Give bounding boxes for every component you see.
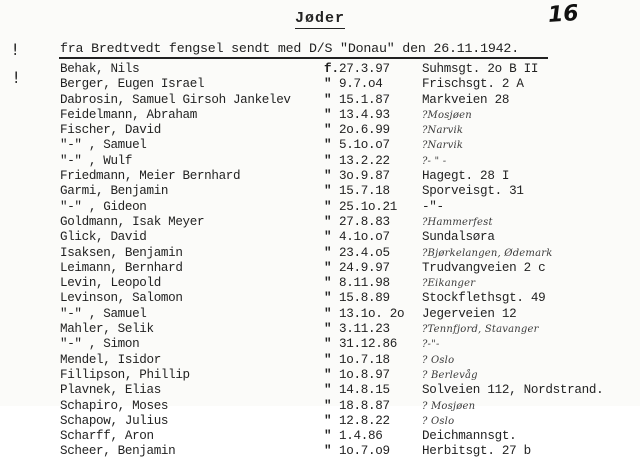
birth-date: 12.8.22 <box>339 413 390 428</box>
ditto-mark: " <box>324 352 332 367</box>
birth-date: 5.1o.o7 <box>339 138 390 153</box>
person-name: "-" , Wulf <box>60 153 133 168</box>
ditto-mark: " <box>324 260 332 275</box>
list-row <box>0 322 640 337</box>
person-name: Isaksen, Benjamin <box>60 245 183 260</box>
list-row <box>0 77 640 92</box>
birth-date: 23.4.o5 <box>339 245 390 260</box>
list-row <box>0 276 640 291</box>
list-row <box>0 93 640 108</box>
ditto-mark: " <box>324 337 332 352</box>
address: ? Oslo <box>422 354 455 366</box>
person-name: Feidelmann, Abraham <box>60 107 197 122</box>
birth-date: 1o.7.18 <box>339 352 390 367</box>
ditto-mark: " <box>324 276 332 291</box>
ditto-mark: " <box>324 123 332 138</box>
birth-date: 18.8.87 <box>339 398 390 413</box>
address: -"- <box>422 199 444 214</box>
document-title: Jøder <box>294 10 345 27</box>
list-row <box>0 215 640 230</box>
address: Frischsgt. 2 A <box>422 77 524 92</box>
person-name: Levinson, Salomon <box>60 291 183 306</box>
list-row <box>0 154 640 169</box>
address: Sundalsøra <box>422 230 495 245</box>
list-row <box>0 429 640 444</box>
birth-date: 25.1o.21 <box>339 199 398 214</box>
list-row <box>0 200 640 215</box>
ditto-mark: " <box>324 138 332 153</box>
person-name: Mendel, Isidor <box>60 352 161 367</box>
address: Herbitsgt. 27 b <box>422 444 531 459</box>
list-row <box>0 444 640 459</box>
ditto-mark: " <box>324 199 332 214</box>
list-row <box>0 62 640 77</box>
person-name: "-" , Simon <box>60 337 140 352</box>
person-name: Fillipson, Phillip <box>60 367 190 382</box>
birth-date: 31.12.86 <box>339 337 398 352</box>
address: Deichmannsgt. <box>422 429 517 444</box>
person-name: Berger, Eugen Israel <box>60 77 205 92</box>
ditto-mark: " <box>324 322 332 337</box>
list-row <box>0 353 640 368</box>
margin-mark: ! <box>12 40 19 59</box>
birth-date: 27.3.97 <box>339 62 390 76</box>
birth-date: 1o.7.o9 <box>339 444 390 459</box>
birth-date: 15.7.18 <box>339 184 390 199</box>
address: Stockflethsgt. 49 <box>422 291 546 306</box>
address: Markveien 28 <box>422 92 510 107</box>
address: ?Narvik <box>422 125 464 137</box>
list-row <box>0 399 640 414</box>
address: ?Eikanger <box>422 278 476 290</box>
name-list <box>0 62 640 460</box>
person-name: Fischer, David <box>60 123 161 138</box>
ditto-mark: " <box>324 429 332 444</box>
list-row <box>0 169 640 184</box>
birth-date: 8.11.98 <box>339 276 390 291</box>
birth-date: 13.2.22 <box>339 153 390 168</box>
ditto-mark: f. <box>324 62 340 76</box>
birth-date: 3o.9.87 <box>339 169 390 184</box>
birth-date: 4.1o.o7 <box>339 230 390 245</box>
ditto-mark: " <box>324 413 332 428</box>
person-name: Plavnek, Elias <box>60 383 161 398</box>
ditto-mark: " <box>324 184 332 199</box>
person-name: "-" , Samuel <box>60 306 147 321</box>
list-row <box>0 123 640 138</box>
person-name: Schapow, Julius <box>60 413 169 428</box>
birth-date: 15.8.89 <box>339 291 390 306</box>
person-name: Leimann, Bernhard <box>60 260 183 275</box>
address: Solveien 112, Nordstrand. <box>422 383 604 398</box>
birth-date: 13.4.93 <box>339 107 390 122</box>
person-name: Garmi, Benjamin <box>60 184 169 199</box>
person-name: Behak, Nils <box>60 62 140 76</box>
birth-date: 1o.8.97 <box>339 367 390 382</box>
heading-underline <box>59 57 548 59</box>
address: ?Narvik <box>422 140 464 152</box>
list-row <box>0 291 640 306</box>
address: Trudvangveien 2 c <box>422 260 546 275</box>
address: Sporveisgt. 31 <box>422 184 524 199</box>
person-name: Glick, David <box>60 230 147 245</box>
address: ?-"- <box>422 339 440 351</box>
ditto-mark: " <box>324 153 332 168</box>
list-row <box>0 108 640 123</box>
person-name: "-" , Samuel <box>60 138 147 153</box>
birth-date: 2o.6.99 <box>339 123 390 138</box>
list-row <box>0 246 640 261</box>
address: ? Mosjøen <box>422 400 476 412</box>
person-name: Mahler, Selik <box>60 322 154 337</box>
person-name: Scharff, Aron <box>60 429 154 444</box>
ditto-mark: " <box>324 367 332 382</box>
list-row <box>0 383 640 398</box>
ditto-mark: " <box>324 306 332 321</box>
address: ?- " - <box>422 155 447 167</box>
ditto-mark: " <box>324 444 332 459</box>
list-row <box>0 138 640 153</box>
birth-date: 1.4.86 <box>339 429 383 444</box>
birth-date: 14.8.15 <box>339 383 390 398</box>
list-row <box>0 230 640 245</box>
ditto-mark: " <box>324 383 332 398</box>
address: ?Mosjøen <box>422 109 472 121</box>
ditto-mark: " <box>324 291 332 306</box>
person-name: Scheer, Benjamin <box>60 444 176 459</box>
birth-date: 27.8.83 <box>339 214 390 229</box>
address: Suhmsgt. 2o B II <box>422 62 539 76</box>
list-row <box>0 368 640 383</box>
list-row <box>0 414 640 429</box>
list-row <box>0 337 640 352</box>
ditto-mark: " <box>324 398 332 413</box>
address: ? Oslo <box>422 415 455 427</box>
ditto-mark: " <box>324 77 332 92</box>
margin-mark: ! <box>13 68 20 87</box>
person-name: Schapiro, Moses <box>60 398 169 413</box>
address: Hagegt. 28 I <box>422 169 510 184</box>
ditto-mark: " <box>324 169 332 184</box>
ditto-mark: " <box>324 92 332 107</box>
address: ?Bjørkelangen, Ødemark <box>422 247 553 259</box>
ditto-mark: " <box>324 245 332 260</box>
list-row <box>0 261 640 276</box>
birth-date: 15.1.87 <box>339 92 390 107</box>
address: ? Berlevåg <box>422 369 478 381</box>
document-title-wrap <box>0 10 640 27</box>
address: Jegerveien 12 <box>422 306 517 321</box>
birth-date: 13.1o. 2o <box>339 306 405 321</box>
address: ?Hammerfest <box>422 216 493 228</box>
address: ?Tennfjord, Stavanger <box>422 324 539 336</box>
person-name: Goldmann, Isak Meyer <box>60 214 205 229</box>
person-name: "-" , Gideon <box>60 199 147 214</box>
ditto-mark: " <box>324 230 332 245</box>
ditto-mark: " <box>324 214 332 229</box>
document-heading: fra Bredtvedt fengsel sendt med D/S "Donau" den 26.11.1942. <box>60 41 519 56</box>
list-row <box>0 184 640 199</box>
handwritten-page-number: 16 <box>547 0 580 29</box>
birth-date: 9.7.o4 <box>339 77 383 92</box>
list-row <box>0 307 640 322</box>
birth-date: 3.11.23 <box>339 322 390 337</box>
person-name: Friedmann, Meier Bernhard <box>60 169 241 184</box>
person-name: Dabrosin, Samuel Girsoh Jankelev <box>60 92 291 107</box>
ditto-mark: " <box>324 107 332 122</box>
person-name: Levin, Leopold <box>60 276 161 291</box>
birth-date: 24.9.97 <box>339 260 390 275</box>
